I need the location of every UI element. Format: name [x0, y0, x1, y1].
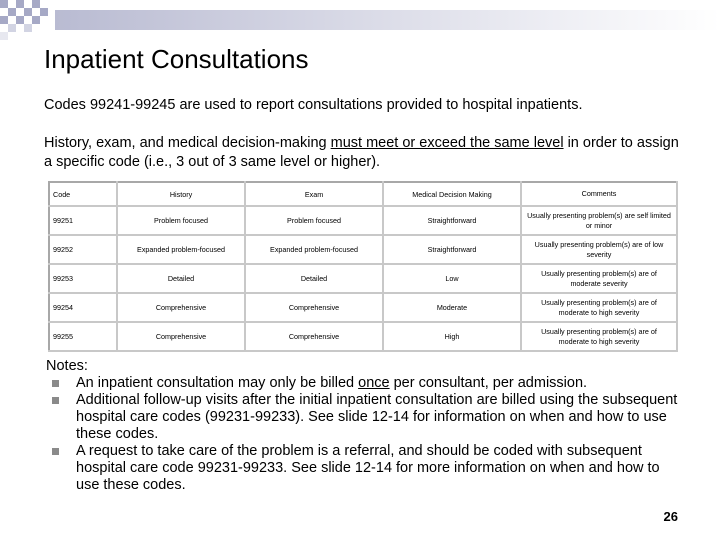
table-cell: Low: [383, 264, 521, 293]
note-text: A request to take care of the problem is a referral, and should be coded with subsequent hospital care code 99231-99233. See slide 12-14 for more information on when and how to use these codes.: [76, 443, 660, 493]
table-cell: Usually presenting problem(s) are of moderate to high severity: [521, 322, 677, 351]
consultation-codes-table: [48, 181, 678, 352]
table-cell: 99252: [49, 235, 117, 264]
table-cell: Comprehensive: [245, 293, 383, 322]
table-cell: Comprehensive: [245, 322, 383, 351]
column-header: Medical Decision Making: [383, 182, 521, 206]
rule-text-before: History, exam, and medical decision-making: [44, 135, 331, 151]
table-row: [49, 235, 677, 264]
rule-text-after: in order to assign a specific code (i.e., 3 out of 3 same level or higher).: [44, 135, 679, 170]
notes-section: [46, 358, 686, 494]
table-cell: Usually presenting problem(s) are of moderate severity: [521, 264, 677, 293]
table-cell: Usually presenting problem(s) are of low severity: [521, 235, 677, 264]
intro-text: Codes 99241-99245 are used to report consultations provided to hospital inpatients.: [44, 97, 583, 113]
table-cell: Moderate: [383, 293, 521, 322]
table-row: [49, 206, 677, 235]
table-header-row: [49, 182, 677, 206]
note-text-after: per consultant, per admission.: [389, 375, 588, 391]
table-row: [49, 264, 677, 293]
table-cell: Expanded problem-focused: [117, 235, 245, 264]
table-cell: 99254: [49, 293, 117, 322]
table-cell: Detailed: [245, 264, 383, 293]
notes-heading: Notes:: [46, 358, 88, 374]
list-item: [46, 443, 686, 494]
list-item: [46, 392, 686, 443]
table-cell: Usually presenting problem(s) are self limited or minor: [521, 206, 677, 235]
table-cell: 99251: [49, 206, 117, 235]
rule-text: [44, 134, 684, 172]
square-bullet-icon: [52, 380, 59, 387]
table-cell: Comprehensive: [117, 322, 245, 351]
table-cell: Comprehensive: [117, 293, 245, 322]
table-cell: High: [383, 322, 521, 351]
table-cell: 99253: [49, 264, 117, 293]
note-text-before: An inpatient consultation may only be billed: [76, 375, 359, 391]
column-header: Comments: [521, 182, 677, 206]
column-header: History: [117, 182, 245, 206]
table-cell: Problem focused: [245, 206, 383, 235]
table-cell: Straightforward: [383, 206, 521, 235]
table-row: [49, 322, 677, 351]
corner-decoration: [0, 0, 720, 40]
table-row: [49, 293, 677, 322]
column-header: Code: [49, 182, 117, 206]
list-item: [46, 375, 686, 392]
square-bullet-icon: [52, 448, 59, 455]
slide-title: Inpatient Consultations: [44, 44, 309, 74]
notes-list: [46, 375, 686, 494]
page-number: 26: [663, 509, 678, 524]
column-header: Exam: [245, 182, 383, 206]
note-text-underlined: once: [358, 375, 390, 391]
table-cell: Usually presenting problem(s) are of moderate to high severity: [521, 293, 677, 322]
table-cell: Straightforward: [383, 235, 521, 264]
table-cell: 99255: [49, 322, 117, 351]
note-text: Additional follow-up visits after the initial inpatient consultation are billed using the subsequent hospital care codes (99231-99233). See slide 12-14 for information on when and how to use these codes.: [76, 392, 678, 442]
table-cell: Detailed: [117, 264, 245, 293]
rule-text-underlined: must meet or exceed the same level: [330, 135, 564, 151]
table-cell: Problem focused: [117, 206, 245, 235]
table-cell: Expanded problem-focused: [245, 235, 383, 264]
square-bullet-icon: [52, 397, 59, 404]
